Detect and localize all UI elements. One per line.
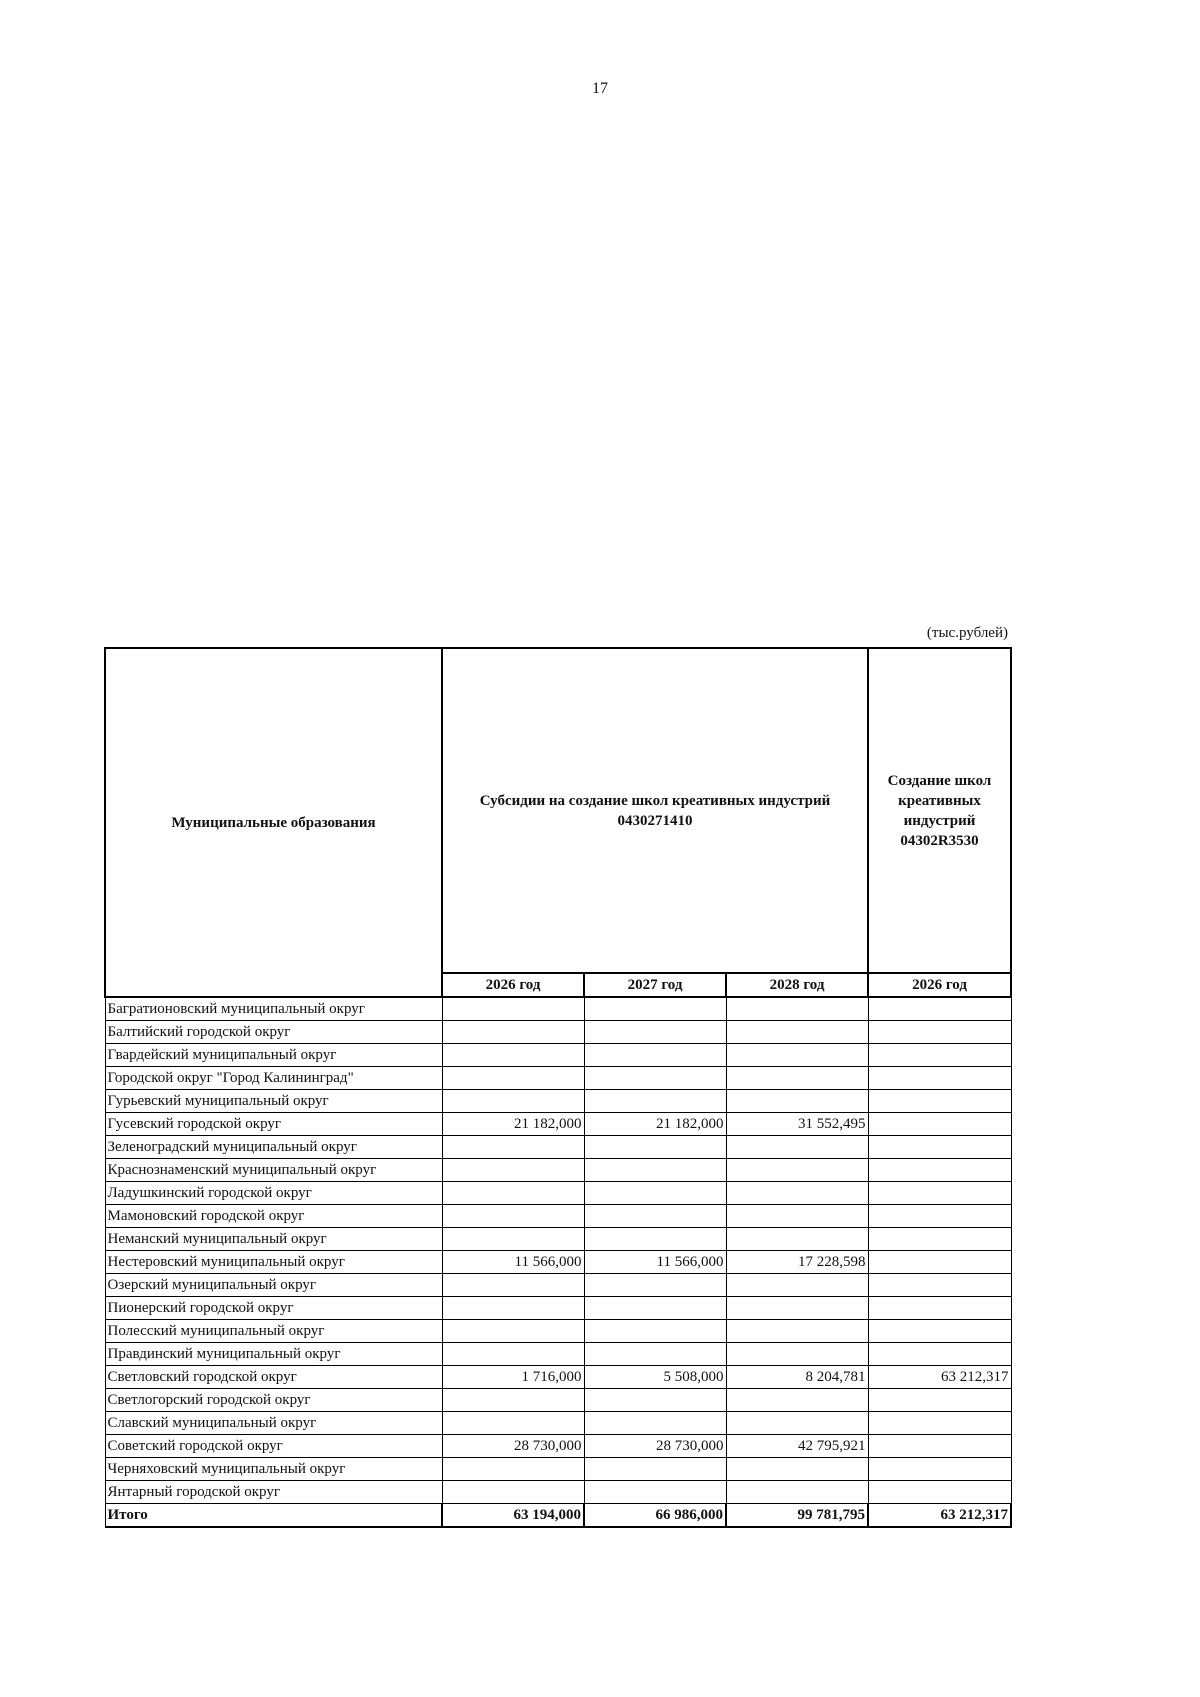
total-value-2026: 63 194,000 — [442, 1504, 584, 1528]
value-2028 — [726, 1458, 868, 1481]
value-2027 — [584, 1090, 726, 1113]
value-2027 — [584, 1136, 726, 1159]
municipality-name: Мамоновский городской округ — [105, 1205, 442, 1228]
municipality-name: Советский городской округ — [105, 1435, 442, 1458]
municipality-name: Пионерский городской округ — [105, 1297, 442, 1320]
value-r-2026 — [868, 997, 1011, 1021]
value-r-2026 — [868, 1067, 1011, 1090]
municipality-name: Озерский муниципальный округ — [105, 1274, 442, 1297]
table-row — [105, 1320, 1011, 1343]
municipality-name: Гурьевский муниципальный округ — [105, 1090, 442, 1113]
value-2026 — [442, 1274, 584, 1297]
value-2028: 31 552,495 — [726, 1113, 868, 1136]
value-r-2026 — [868, 1044, 1011, 1067]
value-2026 — [442, 1343, 584, 1366]
value-2028 — [726, 1044, 868, 1067]
value-r-2026 — [868, 1228, 1011, 1251]
table-body — [105, 997, 1011, 1527]
value-r-2026: 63 212,317 — [868, 1366, 1011, 1389]
header-subsidy-group — [442, 648, 868, 973]
table-row — [105, 1297, 1011, 1320]
table-row — [105, 997, 1011, 1021]
total-municipality-name: Итого — [105, 1504, 442, 1528]
municipality-name: Нестеровский муниципальный округ — [105, 1251, 442, 1274]
value-2027 — [584, 1320, 726, 1343]
value-2027 — [584, 1205, 726, 1228]
value-2027 — [584, 1159, 726, 1182]
header-creative-schools-group — [868, 648, 1011, 973]
header-year-2028: 2028 год — [726, 973, 868, 997]
table-row — [105, 1481, 1011, 1504]
table-row — [105, 1343, 1011, 1366]
total-row — [105, 1504, 1011, 1528]
value-2028 — [726, 1412, 868, 1435]
table-row — [105, 1136, 1011, 1159]
value-2027: 5 508,000 — [584, 1366, 726, 1389]
header-year-2026: 2026 год — [442, 973, 584, 997]
value-2027 — [584, 1044, 726, 1067]
value-2026 — [442, 1159, 584, 1182]
value-r-2026 — [868, 1090, 1011, 1113]
municipality-name: Полесский муниципальный округ — [105, 1320, 442, 1343]
value-2026 — [442, 1481, 584, 1504]
page-number: 17 — [592, 80, 608, 97]
value-2027 — [584, 1182, 726, 1205]
table-row — [105, 1021, 1011, 1044]
value-2028 — [726, 1343, 868, 1366]
total-value-r-2026: 63 212,317 — [868, 1504, 1011, 1528]
value-2026: 21 182,000 — [442, 1113, 584, 1136]
table-row — [105, 1228, 1011, 1251]
value-2027: 11 566,000 — [584, 1251, 726, 1274]
value-2028 — [726, 997, 868, 1021]
value-r-2026 — [868, 1435, 1011, 1458]
value-2026 — [442, 1320, 584, 1343]
value-r-2026 — [868, 1412, 1011, 1435]
table-row — [105, 1067, 1011, 1090]
value-r-2026 — [868, 1251, 1011, 1274]
municipality-name: Краснознаменский муниципальный округ — [105, 1159, 442, 1182]
value-2028 — [726, 1067, 868, 1090]
municipality-name: Правдинский муниципальный округ — [105, 1343, 442, 1366]
header-creative-schools-code: 04302R3530 — [900, 832, 979, 849]
value-2028: 17 228,598 — [726, 1251, 868, 1274]
municipality-name: Балтийский городской округ — [105, 1021, 442, 1044]
header-subsidy-title: Субсидии на создание школ креативных индустрий — [479, 792, 831, 809]
table-row — [105, 1366, 1011, 1389]
value-2027 — [584, 1343, 726, 1366]
value-2026 — [442, 1021, 584, 1044]
municipality-name: Ладушкинский городской округ — [105, 1182, 442, 1205]
value-2028 — [726, 1021, 868, 1044]
total-value-2028: 99 781,795 — [726, 1504, 868, 1528]
value-r-2026 — [868, 1205, 1011, 1228]
value-r-2026 — [868, 1297, 1011, 1320]
municipality-name: Светлогорский городской округ — [105, 1389, 442, 1412]
value-2028 — [726, 1182, 868, 1205]
value-2028 — [726, 1297, 868, 1320]
value-2026 — [442, 1458, 584, 1481]
table-row — [105, 1389, 1011, 1412]
value-2028 — [726, 1481, 868, 1504]
table-row — [105, 1182, 1011, 1205]
value-r-2026 — [868, 1021, 1011, 1044]
value-r-2026 — [868, 1159, 1011, 1182]
municipality-name: Янтарный городской округ — [105, 1481, 442, 1504]
municipality-name: Черняховский муниципальный округ — [105, 1458, 442, 1481]
value-2028 — [726, 1159, 868, 1182]
subsidy-table — [104, 647, 1012, 1528]
value-2028 — [726, 1136, 868, 1159]
municipality-name: Светловский городской округ — [105, 1366, 442, 1389]
value-2027 — [584, 997, 726, 1021]
value-2026 — [442, 1412, 584, 1435]
value-2027 — [584, 1481, 726, 1504]
value-r-2026 — [868, 1274, 1011, 1297]
value-2026 — [442, 997, 584, 1021]
value-2028 — [726, 1090, 868, 1113]
value-2027: 21 182,000 — [584, 1113, 726, 1136]
value-2026 — [442, 1228, 584, 1251]
units-label: (тыс.рублей) — [926, 625, 1008, 641]
value-2026 — [442, 1090, 584, 1113]
value-2026 — [442, 1297, 584, 1320]
value-r-2026 — [868, 1113, 1011, 1136]
value-r-2026 — [868, 1458, 1011, 1481]
table-row — [105, 1412, 1011, 1435]
table-row — [105, 1458, 1011, 1481]
value-2027 — [584, 1274, 726, 1297]
value-2026 — [442, 1182, 584, 1205]
table-row — [105, 1435, 1011, 1458]
municipality-name: Зеленоградский муниципальный округ — [105, 1136, 442, 1159]
value-r-2026 — [868, 1320, 1011, 1343]
value-2027 — [584, 1458, 726, 1481]
value-2026: 1 716,000 — [442, 1366, 584, 1389]
table-row — [105, 1205, 1011, 1228]
value-r-2026 — [868, 1182, 1011, 1205]
header-year-2026-r: 2026 год — [868, 973, 1011, 997]
value-2028: 42 795,921 — [726, 1435, 868, 1458]
municipality-name: Славский муниципальный округ — [105, 1412, 442, 1435]
header-municipalities: Муниципальные образования — [105, 648, 442, 997]
value-2027 — [584, 1021, 726, 1044]
header-subsidy-code: 0430271410 — [617, 812, 693, 829]
value-2026 — [442, 1205, 584, 1228]
municipality-name: Гусевский городской округ — [105, 1113, 442, 1136]
value-2028 — [726, 1389, 868, 1412]
value-r-2026 — [868, 1343, 1011, 1366]
value-r-2026 — [868, 1136, 1011, 1159]
table-row — [105, 1090, 1011, 1113]
total-value-2027: 66 986,000 — [584, 1504, 726, 1528]
header-creative-schools-title: Создание школ креативных индустрий — [887, 772, 992, 829]
value-2028 — [726, 1320, 868, 1343]
value-2026: 28 730,000 — [442, 1435, 584, 1458]
table-row — [105, 1044, 1011, 1067]
value-2026 — [442, 1044, 584, 1067]
table-row — [105, 1274, 1011, 1297]
header-year-2027: 2027 год — [584, 973, 726, 997]
value-2027 — [584, 1297, 726, 1320]
value-2028 — [726, 1205, 868, 1228]
value-2028: 8 204,781 — [726, 1366, 868, 1389]
value-2026 — [442, 1067, 584, 1090]
municipality-name: Гвардейский муниципальный округ — [105, 1044, 442, 1067]
value-2028 — [726, 1228, 868, 1251]
value-r-2026 — [868, 1389, 1011, 1412]
value-2026: 11 566,000 — [442, 1251, 584, 1274]
value-2027 — [584, 1228, 726, 1251]
table-row — [105, 1113, 1011, 1136]
value-2027 — [584, 1412, 726, 1435]
value-2028 — [726, 1274, 868, 1297]
value-2026 — [442, 1136, 584, 1159]
value-2027 — [584, 1389, 726, 1412]
value-r-2026 — [868, 1481, 1011, 1504]
table-row — [105, 1159, 1011, 1182]
municipality-name: Неманский муниципальный округ — [105, 1228, 442, 1251]
value-2027 — [584, 1067, 726, 1090]
value-2026 — [442, 1389, 584, 1412]
value-2027: 28 730,000 — [584, 1435, 726, 1458]
table-row — [105, 1251, 1011, 1274]
municipality-name: Багратионовский муниципальный округ — [105, 997, 442, 1021]
municipality-name: Городской округ "Город Калининград" — [105, 1067, 442, 1090]
